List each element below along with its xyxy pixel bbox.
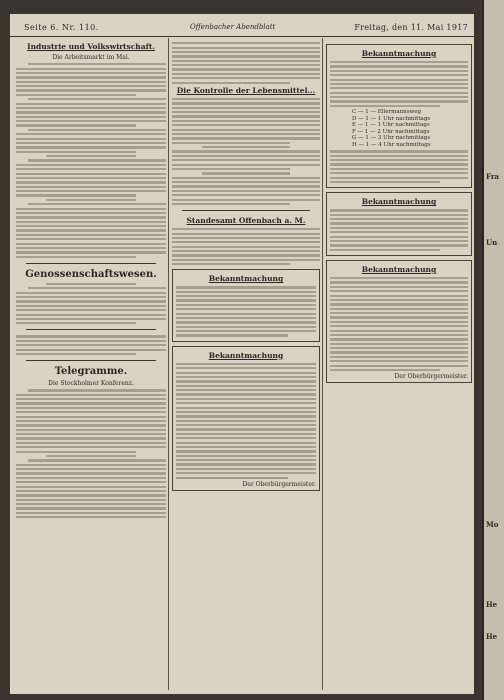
notice-heading: Bekanntmachung: [361, 197, 437, 207]
list-item: H — 1 — 4 Uhr nachmittags: [352, 141, 431, 148]
notice-box: [172, 346, 320, 491]
schedule-list: [352, 109, 468, 148]
notice-box: [326, 192, 472, 256]
list-item: C — 1 — Ellermannsweg: [352, 109, 422, 116]
section-heading: Telegramme.: [54, 366, 128, 378]
column-1: [16, 40, 166, 688]
notice-heading: Bekanntmachung: [208, 274, 284, 284]
column-rule: [168, 38, 169, 690]
notice-box: [326, 44, 472, 188]
article-text: [172, 98, 320, 205]
notice-box: [326, 260, 472, 383]
page-number: Seite 6. Nr. 110.: [24, 23, 99, 32]
strip-text: Un: [486, 238, 498, 247]
notice-heading: Bekanntmachung: [361, 265, 437, 275]
list-item: F — 1 — 2 Uhr nachmittags: [352, 128, 430, 135]
list-item: E — 1 — 1 Uhr nachmittags: [352, 122, 430, 129]
section-heading: Industrie und Volkswirtschaft.: [27, 42, 155, 51]
signature: Der Oberbürgermeister.: [242, 480, 316, 488]
strip-text: Fra: [486, 172, 500, 181]
article-text: [172, 228, 320, 265]
strip-text: Mo: [486, 520, 499, 529]
column-3: [326, 40, 472, 688]
article-text: [16, 389, 166, 518]
notice-heading: Bekanntmachung: [208, 350, 284, 360]
notice-box: [172, 269, 320, 342]
page-header: [10, 14, 474, 37]
article-text: [16, 63, 166, 258]
column-2: [172, 40, 320, 688]
strip-text: He: [486, 600, 498, 609]
list-item: G — 1 — 3 Uhr nachmittags: [352, 135, 431, 142]
section-heading: Die Kontrolle der Lebensmittel...: [176, 85, 316, 95]
adjacent-page-strip: [482, 0, 504, 700]
article-text: [16, 283, 166, 325]
column-rule: [322, 38, 323, 690]
issue-date: Freitag, den 11. Mai 1917: [354, 23, 468, 32]
article-text: [172, 42, 320, 84]
section-heading: Standesamt Offenbach a. M.: [186, 216, 306, 226]
list-item: D — 1 — 1 Uhr nachmittags: [352, 115, 431, 122]
section-subheading: Die Arbeitsmarkt im Mai.: [52, 54, 130, 61]
section-subheading: Die Stockholmer Konferenz.: [48, 380, 134, 388]
newspaper-title: Offenbacher Abendblatt: [190, 23, 276, 31]
section-heading: Genossenschaftswesen.: [25, 268, 157, 280]
notice-text: [16, 335, 166, 355]
notice-heading: Bekanntmachung: [361, 49, 437, 58]
newspaper-page: [10, 14, 474, 694]
strip-text: He: [486, 632, 498, 641]
signature: Der Oberbürgermeister.: [394, 373, 468, 381]
